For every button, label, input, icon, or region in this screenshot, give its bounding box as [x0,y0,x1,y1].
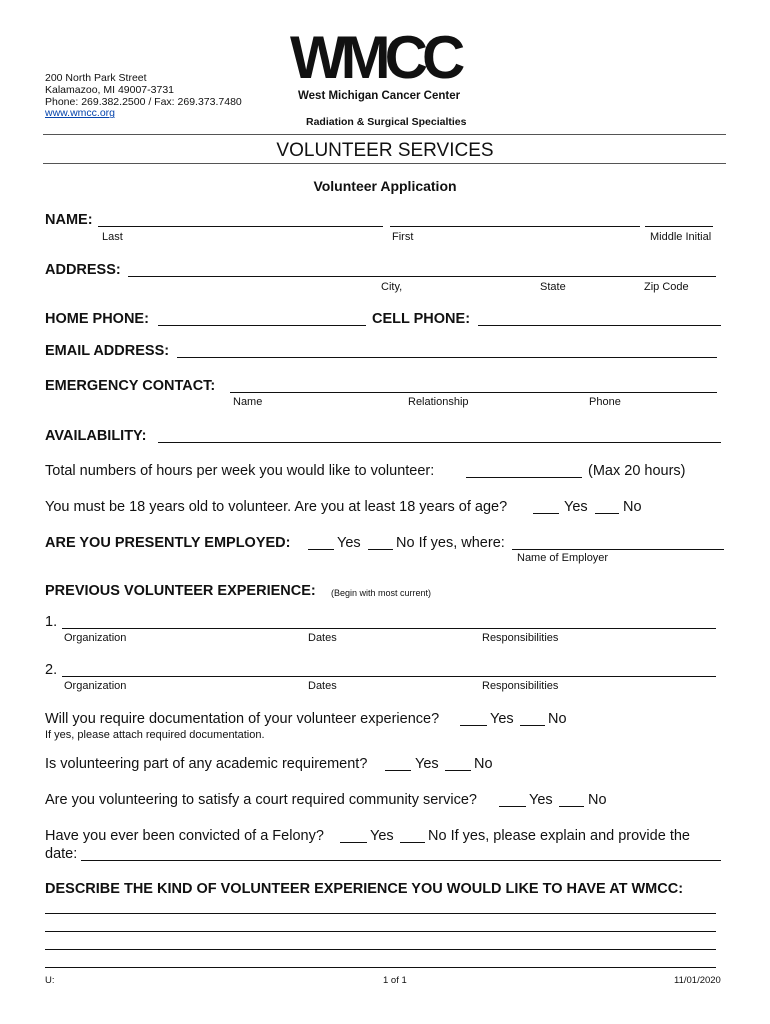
felony-date-label: date: [45,846,78,862]
describe-line[interactable] [45,949,716,950]
wmcc-logo [290,24,460,91]
felony-yes-field[interactable] [340,842,367,843]
describe-line[interactable] [45,967,716,968]
age-yes-field[interactable] [533,513,559,514]
state-caption: State [540,281,566,293]
previous-org-caption: Organization [64,680,127,692]
academic-no-field[interactable] [445,770,471,771]
org-subtitle: Radiation & Surgical Specialties [306,116,467,128]
header-rule-top [43,134,726,135]
middle-caption: Middle Initial [650,231,712,243]
first-name-field[interactable] [390,226,640,227]
footer-left: U: [45,975,55,986]
court-yes-label: Yes [529,792,553,808]
previous-item-field[interactable] [62,676,716,677]
phone-fax: Phone: 269.382.2500 / Fax: 269.373.7480 [45,95,242,108]
emergency-label: EMERGENCY CONTACT: [45,378,216,394]
court-no-field[interactable] [559,806,584,807]
academic-no-label: No [474,756,493,772]
city-caption: City, [381,281,403,293]
documentation-question: Will you require documentation of your volunteer experience? [45,711,440,727]
court-no-label: No [588,792,607,808]
footer-page: 1 of 1 [383,975,407,986]
employed-yes-field[interactable] [308,549,334,550]
home-phone-field[interactable] [158,325,366,326]
previous-resp-caption: Responsibilities [482,632,559,644]
email-label: EMAIL ADDRESS: [45,343,170,359]
cell-phone-field[interactable] [478,325,721,326]
describe-label: DESCRIBE THE KIND OF VOLUNTEER EXPERIENCE YOU WOULD LIKE TO HAVE AT WMCC: [45,881,684,897]
hours-max: (Max 20 hours) [588,463,686,479]
page-subtitle: Volunteer Application [313,178,457,194]
previous-dates-caption: Dates [308,680,337,692]
emergency-field[interactable] [230,392,717,393]
employed-no-field[interactable] [368,549,393,550]
previous-org-caption: Organization [64,632,127,644]
address-line1: 200 North Park Street [45,72,147,84]
cell-phone-label: CELL PHONE: [372,311,471,327]
address-label: ADDRESS: [45,262,121,278]
felony-no-field[interactable] [400,842,425,843]
first-caption: First [392,231,414,243]
documentation-yes-field[interactable] [460,725,487,726]
emergency-relationship-caption: Relationship [408,396,469,408]
zip-caption: Zip Code [644,281,689,293]
availability-field[interactable] [158,442,721,443]
employer-caption: Name of Employer [517,552,609,564]
academic-yes-label: Yes [415,756,439,772]
age-question: You must be 18 years old to volunteer. Are you at least 18 years of age? [45,499,508,515]
emergency-phone-caption: Phone [589,396,621,408]
employed-label: ARE YOU PRESENTLY EMPLOYED: [45,535,291,551]
last-name-field[interactable] [98,226,383,227]
age-yes-label: Yes [564,499,588,515]
felony-date-field[interactable] [81,860,721,861]
address-line2: Kalamazoo, MI 49007-3731 [45,83,174,96]
court-yes-field[interactable] [499,806,526,807]
logo-text: WMCC [290,24,460,91]
availability-label: AVAILABILITY: [45,428,147,444]
email-field[interactable] [177,357,717,358]
age-no-label: No [623,499,642,515]
age-no-field[interactable] [595,513,619,514]
page-title: VOLUNTEER SERVICES [276,140,494,161]
documentation-no-field[interactable] [520,725,545,726]
previous-dates-caption: Dates [308,632,337,644]
academic-yes-field[interactable] [385,770,411,771]
address-block [45,73,242,120]
last-caption: Last [102,231,123,243]
previous-item-field[interactable] [62,628,716,629]
previous-item-number: 1. [45,614,58,630]
footer-date: 11/01/2020 [674,975,721,986]
describe-line[interactable] [45,931,716,932]
employer-field[interactable] [512,549,724,550]
previous-note: (Begin with most current) [331,588,432,598]
felony-question: Have you ever been convicted of a Felony? [45,828,324,844]
previous-resp-caption: Responsibilities [482,680,559,692]
documentation-no-label: No [548,711,567,727]
previous-item-number: 2. [45,662,58,678]
describe-line[interactable] [45,913,716,914]
employed-yes-label: Yes [337,535,361,551]
documentation-yes-label: Yes [490,711,514,727]
emergency-name-caption: Name [233,396,263,408]
documentation-note: If yes, please attach required documentation. [45,729,265,741]
name-label: NAME: [45,212,93,228]
felony-yes-label: Yes [370,828,394,844]
address-field[interactable] [128,276,716,277]
hours-field[interactable] [466,477,582,478]
felony-no-label: No If yes, please explain and provide the [428,828,690,844]
header-rule-bottom [43,163,726,164]
website-link[interactable]: www.wmcc.org [45,107,116,120]
hours-question: Total numbers of hours per week you would like to volunteer: [45,463,435,479]
org-name: West Michigan Cancer Center [298,90,461,102]
court-question: Are you volunteering to satisfy a court required community service? [45,792,477,808]
academic-question: Is volunteering part of any academic requirement? [45,756,368,772]
home-phone-label: HOME PHONE: [45,311,149,327]
employed-no-label: No If yes, where: [396,535,505,551]
middle-initial-field[interactable] [645,226,713,227]
previous-label: PREVIOUS VOLUNTEER EXPERIENCE: [45,583,316,599]
